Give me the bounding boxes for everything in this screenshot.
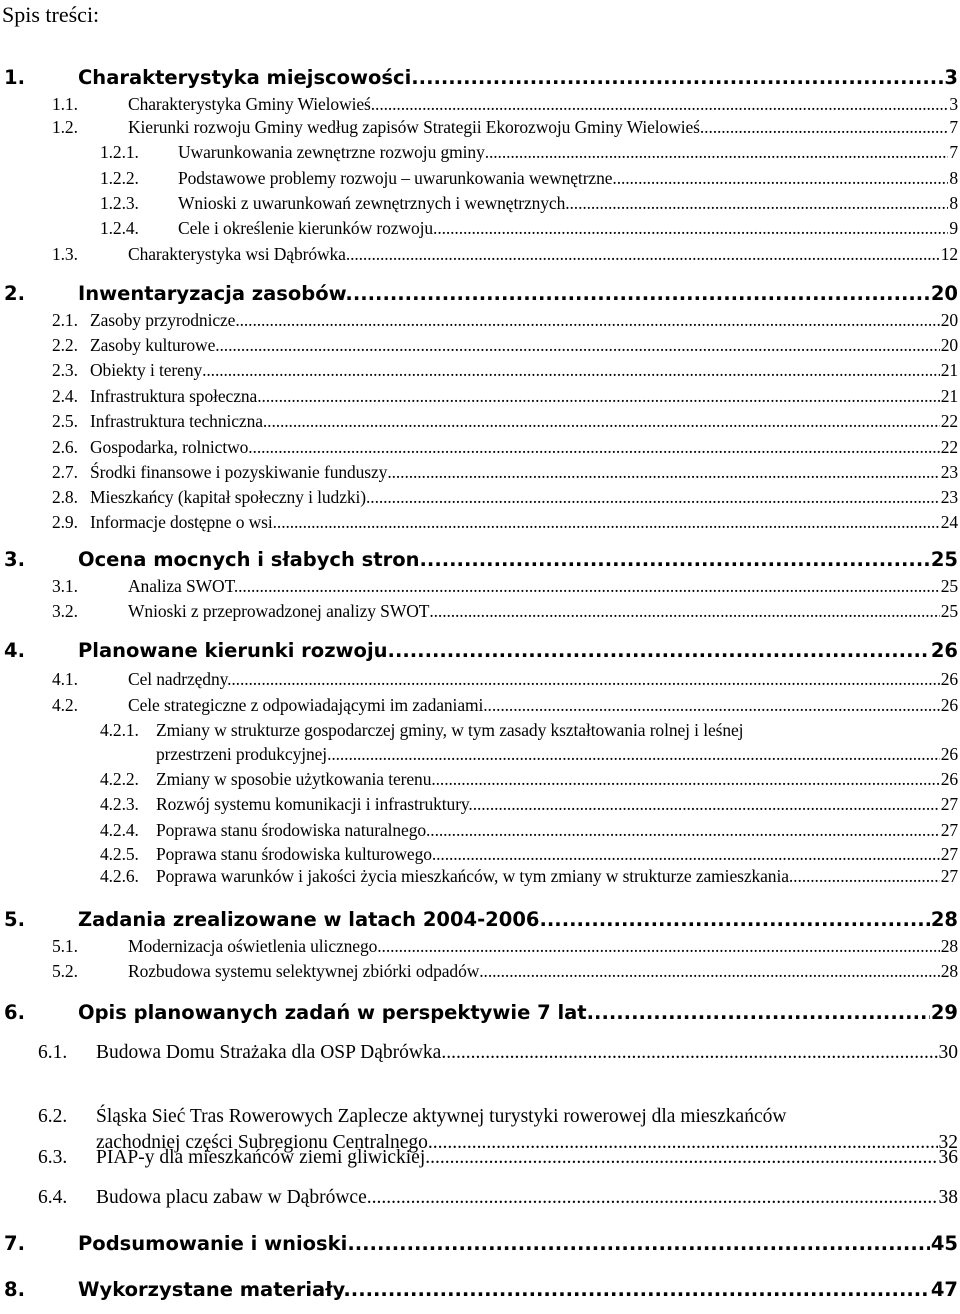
toc-entry-page: 25	[940, 601, 958, 621]
toc-leader-dots	[488, 695, 940, 716]
toc-entry-title: Zasoby przyrodnicze	[90, 310, 236, 330]
toc-entry-page: 26	[940, 769, 958, 789]
toc-entry-title: Środki finansowe i pozyskiwanie funduszy	[90, 462, 388, 482]
toc-entry-number: 7.	[4, 1232, 25, 1255]
toc-entry-page: 23	[940, 487, 958, 507]
toc-entry-page: 38	[938, 1187, 958, 1208]
toc-entry-title: Uwarunkowania zewnętrzne rozwoju gminy	[178, 142, 485, 162]
toc-entry-page: 8	[949, 193, 958, 213]
toc-entry-number: 4.2.4.	[100, 820, 139, 840]
toc-entry-title: Modernizacja oświetlenia ulicznego	[128, 936, 378, 956]
toc-entry-number: 6.2.	[38, 1106, 68, 1127]
toc-entry-page: 9	[949, 218, 958, 238]
toc-entry-title: Poprawa stanu środowiska kulturowego.	[156, 844, 437, 864]
toc-entry-page: 29	[930, 1001, 958, 1024]
toc-entry-title: Zadania zrealizowane w latach 2004-2006	[78, 908, 540, 931]
toc-entry-title: Kierunki rozwoju Gminy według zapisów Strategii Ekorozwoju Gminy Wielowieś.	[128, 117, 705, 137]
toc-leader-dots	[351, 1278, 930, 1301]
toc-leader-dots	[263, 411, 940, 432]
toc-leader-dots	[355, 1232, 930, 1255]
toc-entry-page: 45	[930, 1232, 958, 1255]
toc-entry-title: Poprawa stanu środowiska naturalnego	[156, 820, 427, 840]
toc-leader-dots	[425, 1147, 937, 1169]
toc-entry-number: 1.1.	[52, 94, 78, 114]
toc-leader-dots	[612, 168, 948, 189]
toc-entry-title: Rozwój systemu komunikacji i infrastruktury.	[156, 794, 473, 814]
toc-entry-page: 27	[940, 820, 958, 840]
toc-entry-page: 3	[949, 94, 958, 114]
toc-entry-page: 32	[938, 1132, 958, 1153]
toc-entry-page: 22	[940, 437, 958, 457]
toc-entry-number: 6.4.	[38, 1187, 68, 1208]
toc-entry-number: 4.2.1.	[100, 720, 139, 740]
toc-entry-number: 4.2.5.	[100, 844, 139, 864]
toc-entry-title: Obiekty i tereny	[90, 360, 203, 380]
toc-entry-page: 27	[940, 866, 958, 886]
toc-leader-dots	[479, 961, 939, 982]
toc-entry-title: Planowane kierunki rozwoju.	[78, 639, 395, 662]
toc-entry-number: 2.8.	[52, 487, 78, 507]
toc-leader-dots	[565, 193, 948, 214]
toc-entry-title: Charakterystyka Gminy Wielowieś	[128, 94, 371, 114]
toc-leader-dots	[704, 117, 948, 138]
toc-entry-title: Wykorzystane materiały.	[78, 1278, 351, 1301]
toc-entry-title: Wnioski z uwarunkowań zewnętrznych i wewnętrznych	[178, 193, 566, 213]
toc-entry-number: 2.1.	[52, 310, 78, 330]
toc-entry-page: 28	[940, 936, 958, 956]
toc-leader-dots	[215, 335, 939, 356]
toc-entry-page: 12	[940, 244, 958, 264]
toc-leader-dots	[485, 142, 949, 163]
toc-entry-page: 28	[940, 961, 958, 981]
toc-entry-number: 8.	[4, 1278, 25, 1301]
toc-leader-dots	[231, 669, 939, 690]
toc-entry-number: 4.2.6.	[100, 866, 139, 886]
toc-leader-dots	[377, 936, 939, 957]
toc-leader-dots	[793, 866, 940, 887]
toc-entry-page: 21	[940, 360, 958, 380]
toc-entry-number: 1.2.3.	[100, 193, 139, 213]
toc-entry-page: 36	[938, 1147, 958, 1168]
toc-leader-dots	[371, 94, 949, 115]
toc-entry-title: Informacje dostępne o wsi	[90, 512, 273, 532]
toc-entry-page: 27	[940, 844, 958, 864]
toc-leader-dots	[350, 244, 940, 265]
toc-entry-title: Rozbudowa systemu selektywnej zbiórki odpadów	[128, 961, 480, 981]
toc-leader-dots	[202, 360, 940, 381]
toc-entry-page: 24	[940, 512, 958, 532]
toc-entry-page: 47	[930, 1278, 958, 1301]
toc-entry-number: 4.	[4, 639, 25, 662]
toc-entry-number: 5.1.	[52, 936, 78, 956]
toc-entry-page: 7	[949, 142, 958, 162]
toc-entry-page: 21	[940, 386, 958, 406]
toc-entry-title: Opis planowanych zadań w perspektywie 7 lat.	[78, 1001, 595, 1024]
toc-entry-page: 3	[944, 66, 958, 89]
toc-entry-title-continued: przestrzeni produkcyjnej.	[156, 744, 332, 764]
toc-leader-dots	[420, 548, 930, 571]
toc-leader-dots	[273, 512, 940, 533]
toc-leader-dots	[446, 1042, 937, 1064]
toc-entry-page: 23	[940, 462, 958, 482]
toc-leader-dots	[594, 1001, 930, 1024]
toc-entry-title: Charakterystyka miejscowości	[78, 66, 412, 89]
toc-entry-number: 1.	[4, 66, 25, 89]
toc-entry-page: 27	[940, 794, 958, 814]
toc-entry-page: 8	[949, 168, 958, 188]
toc-entry-number: 2.2.	[52, 335, 78, 355]
toc-entry-number: 3.	[4, 548, 25, 571]
toc-leader-dots	[426, 820, 940, 841]
toc-entry-number: 1.2.1.	[100, 142, 139, 162]
toc-entry-title: Podsumowanie i wnioski.	[78, 1232, 355, 1255]
toc-entry-title: Podstawowe problemy rozwoju – uwarunkowania wewnętrzne	[178, 168, 613, 188]
toc-entry-number: 6.1.	[38, 1042, 68, 1063]
toc-entry-number: 4.1.	[52, 669, 78, 689]
toc-entry-title: Zasoby kulturowe	[90, 335, 216, 355]
toc-leader-dots	[433, 218, 948, 239]
toc-entry-title: Inwentaryzacja zasobów.	[78, 282, 353, 305]
toc-entry-title-continued: zachodniej części Subregionu Centralnego.	[96, 1132, 433, 1153]
toc-entry-page: 30	[938, 1042, 958, 1063]
toc-leader-dots	[539, 908, 929, 931]
toc-entry-number: 5.2.	[52, 961, 78, 981]
toc-leader-dots	[436, 769, 940, 790]
toc-leader-dots	[331, 744, 939, 765]
toc-leader-dots	[395, 639, 930, 662]
toc-leader-dots	[429, 601, 939, 622]
toc-entry-title: Charakterystyka wsi Dąbrówka.	[128, 244, 351, 264]
toc-entry-page: 26	[940, 744, 958, 764]
toc-entry-number: 1.2.	[52, 117, 78, 137]
toc-entry-number: 1.2.4.	[100, 218, 139, 238]
toc-entry-title: Poprawa warunków i jakości życia mieszkańców, w tym zmiany w strukturze zamieszkania.	[156, 866, 794, 886]
toc-entry-page: 20	[940, 335, 958, 355]
toc-entry-title: Zmiany w sposobie użytkowania terenu.	[156, 769, 436, 789]
toc-entry-number: 4.2.3.	[100, 794, 139, 814]
toc-entry-page: 28	[930, 908, 958, 931]
toc-entry-number: 6.	[4, 1001, 25, 1024]
toc-entry-page: 25	[930, 548, 958, 571]
toc-entry-title: Gospodarka, rolnictwo	[90, 437, 249, 457]
toc-entry-title: Cele strategiczne z odpowiadającymi im zadaniami.	[128, 695, 488, 715]
toc-entry-title: Infrastruktura techniczna	[90, 411, 263, 431]
toc-entry-title: Wnioski z przeprowadzonej analizy SWOT	[128, 601, 430, 621]
toc-entry-number: 2.4.	[52, 386, 78, 406]
toc-heading: Spis treści:	[2, 2, 100, 27]
toc-entry-number: 1.3.	[52, 244, 78, 264]
toc-entry-title: Cel nadrzędny.	[128, 669, 232, 689]
toc-entry-page: 26	[930, 639, 958, 662]
toc-leader-dots	[238, 576, 940, 597]
toc-entry-title: Budowa Domu Strażaka dla OSP Dąbrówka.	[96, 1042, 447, 1063]
toc-entry-title: Zmiany w strukturze gospodarczej gminy, w tym zasady kształtowania rolnej i leśnej	[156, 720, 744, 740]
toc-entry-number: 3.1.	[52, 576, 78, 596]
toc-leader-dots	[235, 310, 939, 331]
toc-entry-number: 4.2.2.	[100, 769, 139, 789]
toc-leader-dots	[473, 794, 940, 815]
toc-entry-title: Analiza SWOT.	[128, 576, 239, 596]
toc-entry-title: Budowa placu zabaw w Dąbrówce	[96, 1187, 367, 1208]
toc-entry-page: 26	[940, 669, 958, 689]
toc-entry-title: Ocena mocnych i słabych stron	[78, 548, 420, 571]
toc-leader-dots	[248, 437, 939, 458]
toc-entry-title: PIAP-y dla mieszkańców ziemi gliwickiej	[96, 1147, 426, 1168]
toc-entry-page: 20	[940, 310, 958, 330]
toc-entry-title: Infrastruktura społeczna	[90, 386, 258, 406]
toc-leader-dots	[387, 462, 939, 483]
toc-entry-page: 25	[940, 576, 958, 596]
toc-entry-number: 2.9.	[52, 512, 78, 532]
toc-entry-number: 1.2.2.	[100, 168, 139, 188]
toc-entry-number: 3.2.	[52, 601, 78, 621]
toc-entry-page: 26	[940, 695, 958, 715]
toc-leader-dots	[436, 844, 940, 865]
toc-entry-number: 6.3.	[38, 1147, 68, 1168]
toc-entry-number: 2.	[4, 282, 25, 305]
toc-entry-title: Mieszkańcy (kapitał społeczny i ludzki)	[90, 487, 367, 507]
toc-entry-number: 2.5.	[52, 411, 78, 431]
toc-entry-number: 4.2.	[52, 695, 78, 715]
toc-leader-dots	[411, 66, 943, 89]
toc-entry-title: Śląska Sieć Tras Rowerowych Zaplecze aktywnej turystyki rowerowej dla mieszkańców	[96, 1106, 787, 1127]
toc-entry-page: 20	[930, 282, 958, 305]
toc-leader-dots	[257, 386, 940, 407]
toc-entry-page: 7	[949, 117, 958, 137]
toc-leader-dots	[367, 1187, 938, 1209]
toc-entry-number: 2.3.	[52, 360, 78, 380]
toc-entry-number: 2.7.	[52, 462, 78, 482]
toc-leader-dots	[366, 487, 940, 508]
toc-entry-number: 2.6.	[52, 437, 78, 457]
toc-entry-title: Cele i określenie kierunków rozwoju	[178, 218, 434, 238]
toc-entry-number: 5.	[4, 908, 25, 931]
toc-entry-page: 22	[940, 411, 958, 431]
toc-leader-dots	[353, 282, 930, 305]
